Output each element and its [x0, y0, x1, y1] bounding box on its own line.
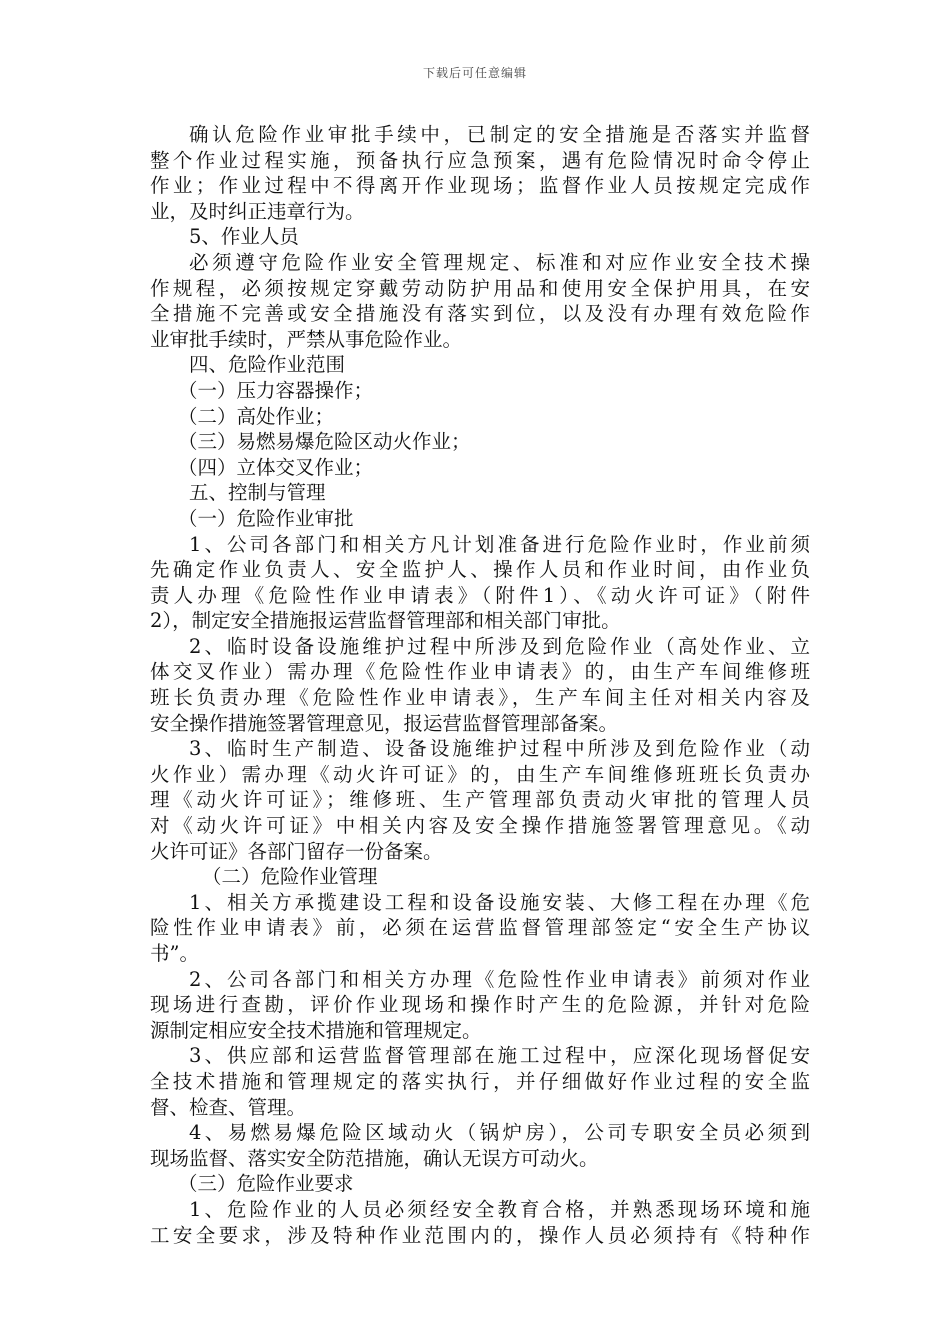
text-line: 火作业）需办理《动火许可证》的，由生产车间维修班班长负责办	[150, 762, 810, 786]
text-line: 对《动火许可证》中相关内容及安全操作措施签署管理意见。《动	[150, 814, 810, 838]
text-line: 1、公司各部门和相关方凡计划准备进行危险作业时，作业前须	[189, 532, 810, 556]
text-line: 工安全要求，涉及特种作业范围内的，操作人员必须持有《特种作	[150, 1223, 810, 1247]
text-line: 1、危险作业的人员必须经安全教育合格，并熟悉现场环境和施	[189, 1197, 810, 1221]
text-line: 现场监督、落实安全防范措施，确认无误方可动火。	[150, 1146, 599, 1170]
text-line: 现场进行查勘，评价作业现场和操作时产生的危险源，并针对危险	[150, 993, 810, 1017]
text-line: 业审批手续时，严禁从事危险作业。	[150, 327, 463, 351]
text-line: 2），制定安全措施报运营监督管理部和相关部门审批。	[150, 609, 621, 633]
text-line: 3、临时生产制造、设备设施维护过程中所涉及到危险作业（动	[189, 737, 810, 761]
text-line: 全措施不完善或安全措施没有落实到位，以及没有办理有效危险作	[150, 302, 810, 326]
text-line: 班长负责办理《危险性作业申请表》，生产车间主任对相关内容及	[150, 686, 810, 710]
text-line: 全技术措施和管理规定的落实执行，并仔细做好作业过程的安全监	[150, 1069, 810, 1093]
text-line: （三）易燃易爆危险区动火作业；	[178, 430, 471, 454]
page-header-note: 下载后可任意编辑	[422, 66, 527, 80]
text-line: 安全操作措施签署管理意见，报运营监督管理部备案。	[150, 711, 619, 735]
text-line: （四）立体交叉作业；	[178, 455, 374, 479]
text-line: 作规程，必须按规定穿戴劳动防护用品和使用安全保护用具，在安	[150, 276, 810, 300]
text-line: （三）危险作业要求	[178, 1172, 354, 1196]
text-line: 四、危险作业范围	[189, 353, 346, 377]
document-body	[0, 122, 950, 1248]
text-line: 3、供应部和运营监督管理部在施工过程中，应深化现场督促安	[189, 1044, 810, 1068]
text-line: （一）压力容器操作；	[178, 378, 374, 402]
text-line: 2、公司各部门和相关方办理《危险性作业申请表》前须对作业	[189, 967, 810, 991]
text-line: 理《动火许可证》；维修班、生产管理部负责动火审批的管理人员	[150, 788, 810, 812]
text-line: （二）危险作业管理	[202, 865, 378, 889]
text-line: 书”。	[150, 942, 199, 965]
text-line: 作业；作业过程中不得离开作业现场；监督作业人员按规定完成作	[150, 174, 810, 198]
text-line: 4、易燃易爆危险区域动火（锅炉房），公司专职安全员必须到	[189, 1121, 810, 1145]
text-line: （一）危险作业审批	[178, 506, 354, 530]
text-line: 1、相关方承揽建设工程和设备设施安装、大修工程在办理《危	[189, 890, 810, 914]
text-line: 整个作业过程实施，预备执行应急预案，遇有危险情况时命令停止	[150, 148, 810, 172]
text-line: 必须遵守危险作业安全管理规定、标准和对应作业安全技术操	[189, 250, 810, 274]
text-line: 体交叉作业）需办理《危险性作业申请表》的，由生产车间维修班	[150, 660, 810, 684]
text-line: （二）高处作业；	[178, 404, 335, 428]
text-line: 五、控制与管理	[189, 481, 326, 505]
text-line: 责人办理《危险性作业申请表》（附件1）、《动火许可证》（附件	[150, 583, 810, 607]
text-line: 2、临时设备设施维护过程中所涉及到危险作业（高处作业、立	[189, 634, 810, 658]
text-line: 险性作业申请表》前，必须在运营监督管理部签定“安全生产协议	[150, 916, 810, 940]
text-line: 先确定作业负责人、安全监护人、操作人员和作业时间，由作业负	[150, 558, 810, 582]
text-line: 督、检查、管理。	[150, 1095, 307, 1119]
text-line: 业，及时纠正违章行为。	[150, 199, 365, 223]
text-line: 确认危险作业审批手续中，已制定的安全措施是否落实并监督	[189, 123, 810, 146]
text-line: 源制定相应安全技术措施和管理规定。	[150, 1018, 482, 1042]
text-line: 火许可证》各部门留存一份备案。	[150, 839, 443, 863]
text-line: 5、作业人员	[189, 225, 299, 249]
